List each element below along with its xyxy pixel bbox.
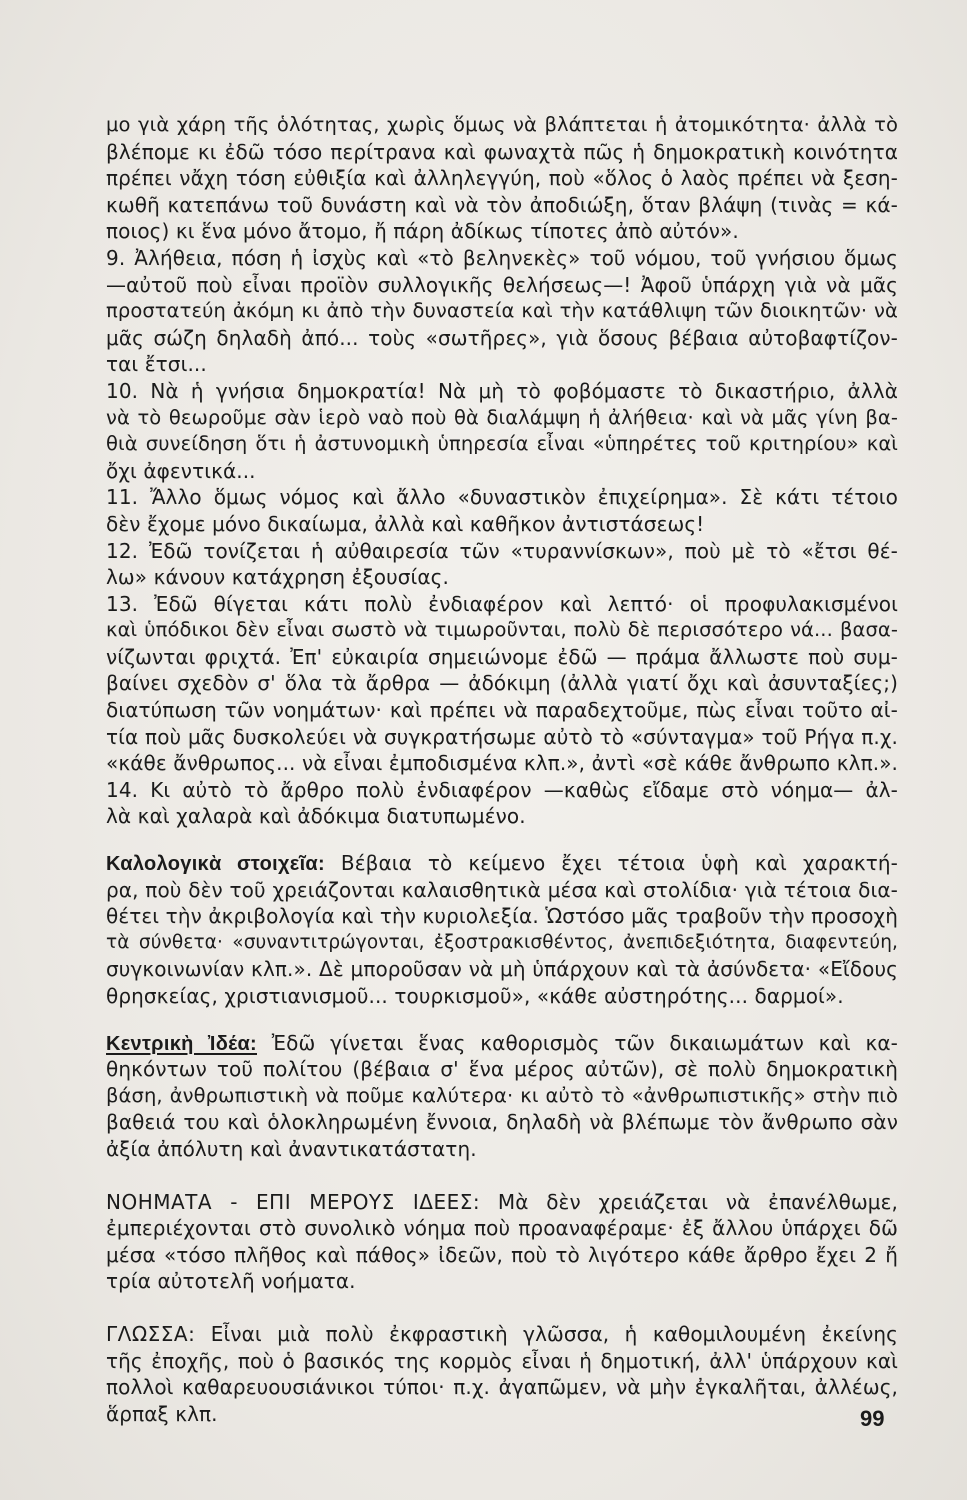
text-line: λὰ καὶ χαλαρὰ καὶ ἀδόκιμα διατυπωμένο. bbox=[106, 804, 526, 829]
ideas-paragraph bbox=[106, 1189, 898, 1216]
central-idea-label: Κεντρικὴ Ἰδέα: bbox=[106, 1032, 257, 1055]
text-line: Μὰ δὲν χρειάζεται νὰ ἐπανέλθωμε, bbox=[480, 1189, 898, 1214]
text-line: πολλοὶ καθαρευουσιάνικοι τύποι· π.χ. ἀγαπῶμεν, νὰ μὴν ἐγκαλῆται, ἀλλέως, bbox=[106, 1375, 898, 1400]
text-line: δὲν ἔχομε μόνο δικαίωμα, ἀλλὰ καὶ καθῆκον ἀντιστάσεως! bbox=[106, 511, 705, 536]
ideas-label: ΝΟΗΜΑΤΑ - ΕΠΙ ΜΕΡΟΥΣ ΙΔΕΕΣ: bbox=[106, 1189, 481, 1214]
text-line: θηκόντων τοῦ πολίτου (βέβαια σ' ἕνα μέρος αὐτῶν), σὲ πολὺ δημοκρατικὴ bbox=[106, 1057, 898, 1082]
text-line: προστατεύη ἀκόμη κι ἀπὸ τὴν δυναστεία καὶ τὴν κατάθλιψη τῶν διοικητῶν· νὰ bbox=[106, 299, 898, 323]
text-line: 12. Ἐδῶ τονίζεται ἡ αὐθαιρεσία τῶν «τυραννίσκων», ποὺ μὲ τὸ «ἔτσι θέ- bbox=[106, 538, 898, 563]
language-paragraph bbox=[106, 1321, 898, 1348]
text-line: πρέπει νἄχη τόση εὐθιξία καὶ ἀλληλεγγύη, ποὺ «ὅλος ὁ λαὸς πρέπει νὰ ξεση- bbox=[106, 166, 898, 191]
text-line: ρα, ποὺ δὲν τοῦ χρειάζονται καλαισθητικὰ μέσα καὶ στολίδια· γιὰ τέτοια δια- bbox=[106, 877, 898, 902]
aesthetic-elements-label: Καλολογικὰ στοιχεῖα: bbox=[106, 853, 325, 876]
text-line: τῆς ἐποχῆς, ποὺ ὁ βασικός της κορμὸς εἶναι ἡ δημοτική, ἀλλ' ὑπάρχουν καὶ bbox=[106, 1348, 898, 1373]
text-line: βαθειά του καὶ ὁλοκληρωμένη ἔννοια, δηλαδὴ νὰ βλέπωμε τὸν ἄνθρωπο σὰν bbox=[106, 1110, 898, 1135]
text-line: —αὐτοῦ ποὺ εἶναι προϊὸν συλλογικῆς θελήσεως—! Ἀφοῦ ὑπάρχη γιὰ νὰ μᾶς bbox=[106, 272, 898, 297]
text-line: τία ποὺ μᾶς δυσκολεύει νὰ συγκρατήσωμε αὐτὸ τὸ «σύνταγμα» τοῦ Ρήγα π.χ. bbox=[106, 724, 898, 749]
text-line: μέσα «τόσο πλῆθος καὶ πάθος» ἰδεῶν, ποὺ τὸ λιγότερο κάθε ἄρθρο ἔχει 2 ἤ bbox=[106, 1242, 898, 1267]
text-line: Ἐδῶ γίνεται ἕνας καθορισμὸς τῶν δικαιωμάτων καὶ κα- bbox=[257, 1030, 898, 1055]
text-line: νὰ τὸ θεωροῦμε σὰν ἱερὸ ναὸ ποὺ θὰ διαλάμψη ἡ ἀλήθεια· καὶ νὰ μᾶς γίνη βα- bbox=[106, 405, 898, 429]
text-line: μᾶς σώζη δηλαδὴ ἀπό... τοὺς «σωτῆρες», γιὰ ὅσους βέβαια αὐτοβαφτίζον- bbox=[106, 325, 898, 350]
text-line: ὄχι ἀφεντικά... bbox=[106, 458, 256, 483]
text-line: Βέβαια τὸ κείμενο ἔχει τέτοια ὑφὴ καὶ χαρακτή- bbox=[324, 851, 898, 876]
text-line: νίζωνται φριχτά. Ἐπ' εὐκαιρία σημειώνομε ἐδῶ — πράμα ἄλλωστε ποὺ συμ- bbox=[106, 644, 898, 669]
text-line: «κάθε ἄνθρωπος... νὰ εἶναι ἐμποδισμένα κλπ.», ἀντὶ «σὲ κάθε ἄνθρωπο κλπ.». bbox=[106, 751, 898, 776]
text-line: Εἶναι μιὰ πολὺ ἐκφραστικὴ γλῶσσα, ἡ καθομιλουμένη ἐκείνης bbox=[195, 1321, 898, 1346]
text-line: διατύπωση τῶν νοημάτων· καὶ πρέπει νὰ παραδεχτοῦμε, πὼς εἶναι τοῦτο αἰ- bbox=[106, 698, 898, 723]
text-line: ποιος) κι ἕνα μόνο ἄτομο, ἤ πάρη ἀδίκως τίποτες ἀπὸ αὐτόν». bbox=[106, 219, 739, 244]
text-line: ται ἔτσι... bbox=[106, 352, 207, 377]
text-line: θιὰ συνείδηση ὅτι ἡ ἀστυνομικὴ ὑπηρεσία εἶναι «ὑπηρέτες τοῦ κριτηρίου» καὶ bbox=[106, 432, 898, 456]
text-line: βαίνει σχεδὸν σ' ὅλα τὰ ἄρθρα — ἀδόκιμη (ἀλλὰ γιατί ὄχι καὶ ἀσυνταξίες;) bbox=[106, 671, 898, 696]
text-line: 11. Ἄλλο ὅμως νόμος καὶ ἄλλο «δυναστικὸν ἐπιχείρημα». Σὲ κάτι τέτοιο bbox=[106, 485, 898, 510]
text-line: τρία αὐτοτελῆ νοήματα. bbox=[106, 1269, 356, 1294]
page-text bbox=[106, 112, 898, 1427]
text-line: ἀξία ἀπόλυτη καὶ ἀναντικατάστατη. bbox=[106, 1136, 477, 1161]
text-line: τὰ σύνθετα· «συναντιτρώγονται, ἐξοστρακισθέντος, ἀνεπιδεξιότητα, διαφεντεύη, bbox=[106, 931, 898, 953]
central-idea-paragraph bbox=[106, 1030, 898, 1057]
text-line: θρησκείας, χριστιανισμοῦ... τουρκισμοῦ», «κάθε αὐστηρότης... δαρμοί». bbox=[106, 984, 844, 1008]
language-label: ΓΛΩΣΣΑ: bbox=[106, 1321, 196, 1346]
text-line: ἐμπεριέχονται στὸ συνολικὸ νόημα ποὺ προαναφέραμε· ἐξ ἄλλου ὑπάρχει δῶ bbox=[106, 1216, 898, 1241]
text-line: καὶ ὑπόδικοι δὲν εἶναι σωστὸ νὰ τιμωροῦνται, πολὺ δὲ περισσότερο νά... βασα- bbox=[106, 618, 898, 642]
text-line: θέτει τὴν ἀκριβολογία καὶ τὴν κυριολεξία. Ὡστόσο μᾶς τραβοῦν τὴν προσοχὴ bbox=[106, 904, 898, 929]
text-line: 10. Νὰ ἡ γνήσια δημοκρατία! Νὰ μὴ τὸ φοβόμαστε τὸ δικαστήριο, ἀλλὰ bbox=[106, 378, 898, 403]
text-line: λω» κάνουν κατάχρηση ἐξουσίας. bbox=[106, 565, 449, 590]
text-line: 14. Κι αὐτὸ τὸ ἄρθρο πολὺ ἐνδιαφέρον —καθὼς εἴδαμε στὸ νόημα— ἀλ- bbox=[106, 777, 898, 802]
text-line: βάση, ἀνθρωπιστικὴ νὰ ποῦμε καλύτερα· κι αὐτὸ τὸ «ἀνθρωπιστικῆς» στὴν πιὸ bbox=[106, 1083, 898, 1107]
text-line: βλέπομε κι ἐδῶ τόσο περίτρανα καὶ φωναχτὰ πῶς ἡ δημοκρατικὴ κοινότητα bbox=[106, 139, 898, 164]
text-line: 9. Ἀλήθεια, πόση ἡ ἰσχὺς καὶ «τὸ βεληνεκὲς» τοῦ νόμου, τοῦ γνήσιου ὅμως bbox=[106, 245, 898, 270]
text-line: συγκοινωνίαν κλπ.». Δὲ μποροῦσαν νὰ μὴ ὑπάρχουν καὶ τὰ ἀσύνδετα· «Εἴδους bbox=[106, 957, 898, 982]
text-line: 13. Ἐδῶ θίγεται κάτι πολὺ ἐνδιαφέρον καὶ λεπτό· οἱ προφυλακισμένοι bbox=[106, 591, 898, 616]
page-number: 99 bbox=[860, 1406, 885, 1431]
text-line: κωθῆ κατεπάνω τοῦ δυνάστη καὶ νὰ τὸν ἀποδιώξη, ὅταν βλάψη (τινὰς = κά- bbox=[106, 192, 898, 217]
text-line: μο γιὰ χάρη τῆς ὁλότητας, χωρὶς ὅμως νὰ βλάπτεται ἡ ἀτομικότητα· ἀλλὰ τὸ bbox=[106, 113, 898, 136]
text-line: ἅρπαξ κλπ. bbox=[106, 1401, 218, 1426]
aesthetic-elements-paragraph bbox=[106, 850, 898, 877]
